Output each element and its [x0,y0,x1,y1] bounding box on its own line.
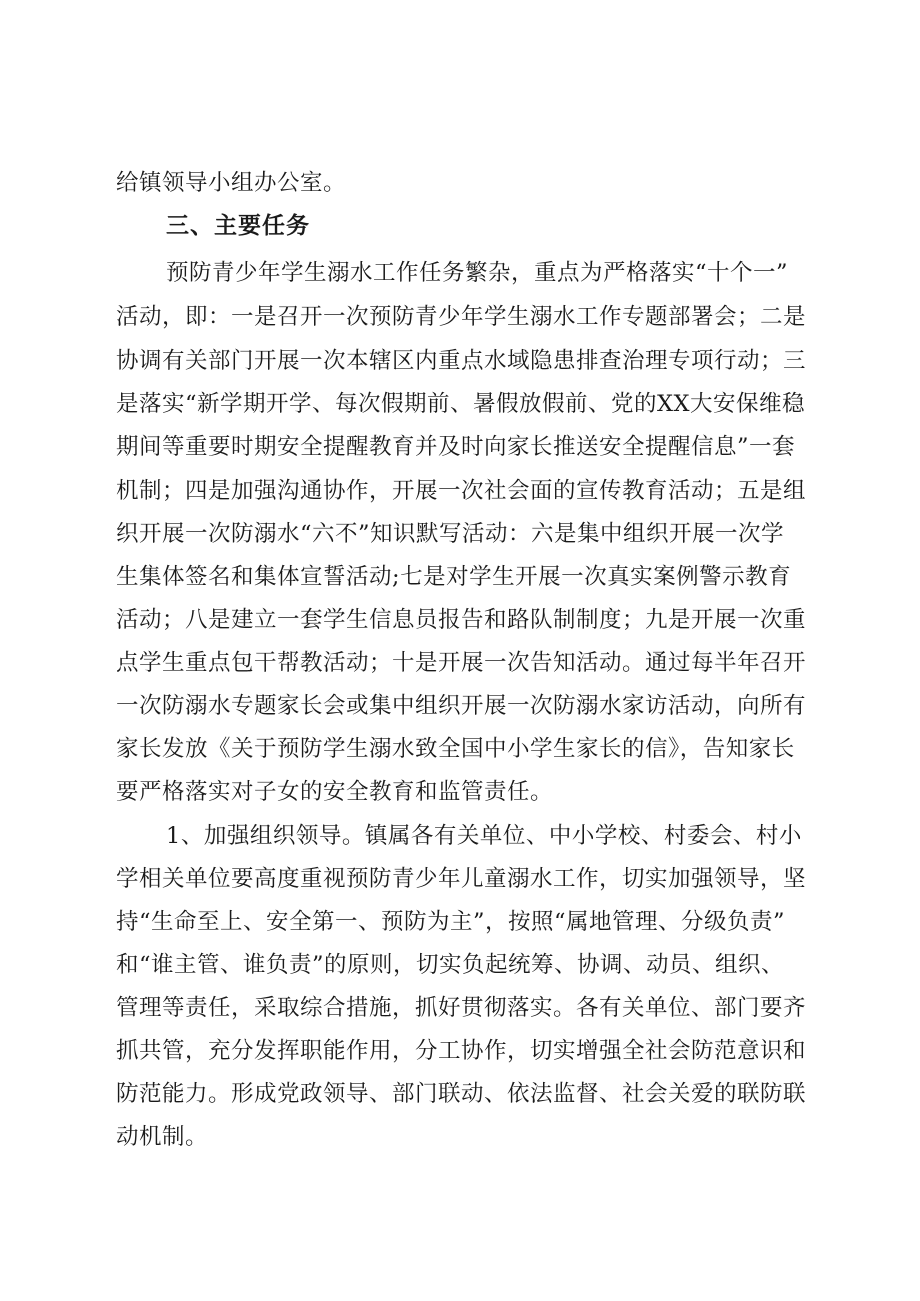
paragraph-line: 预防青少年学生溺水工作任务繁杂，重点为严格落实“十个一” [166,260,789,286]
paragraph-line: 织开展一次防溺水“六不”知识默写活动：六是集中组织开展一次学 [116,521,785,547]
paragraph-line: 管理等责任，采取综合措施，抓好贯彻落实。各有关单位、部门要齐 [116,995,807,1021]
paragraph-line: 和“谁主管、谁负责”的原则，切实负起统筹、协调、动员、组织、 [116,952,785,978]
section-heading: 三、主要任务 [166,213,310,239]
paragraph-line: 防范能力。形成党政领导、部门联动、依法监督、社会关爱的联防联 [116,1081,807,1107]
paragraph-line: 抓共管，充分发挥职能作用，分工协作，切实增强全社会防范意识和 [116,1038,807,1064]
paragraph-line: 持“生命至上、安全第一、预防为主”，按照“属地管理、分级负责” [116,909,786,935]
paragraph-line: 生集体签名和集体宣誓活动;七是对学生开展一次真实案例警示教育 [116,564,792,590]
paragraph-line: 要严格落实对子女的安全教育和监管责任。 [116,779,554,805]
paragraph-line: 活动，即：一是召开一次预防青少年学生溺水工作专题部署会；二是 [116,304,807,330]
paragraph-line: 1、加强组织领导。镇属各有关单位、中小学校、村委会、村小 [166,823,802,849]
paragraph-line: 家长发放《关于预防学生溺水致全国中小学生家长的信》，告知家长 [116,736,795,762]
paragraph-line: 协调有关部门开展一次本辖区内重点水域隐患排查治理专项行动；三 [116,348,807,374]
paragraph-line: 学相关单位要高度重视预防青少年儿童溺水工作，切实加强领导，坚 [116,866,807,892]
intro-line: 给镇领导小组办公室。 [116,170,347,196]
paragraph-line: 动机制。 [116,1124,209,1150]
paragraph-line: 一次防溺水专题家长会或集中组织开展一次防溺水家访活动，向所有 [116,693,807,719]
paragraph-line: 点学生重点包干帮教活动；十是开展一次告知活动。通过每半年召开 [116,650,807,676]
paragraph-line: 机制；四是加强沟通协作，开展一次社会面的宣传教育活动；五是组 [116,478,807,504]
paragraph-line: 活动；八是建立一套学生信息员报告和路队制制度；九是开展一次重 [116,607,807,633]
paragraph-line: 是落实“新学期开学、每次假期前、暑假放假前、党的XX大安保维稳 [116,391,806,417]
paragraph-line: 期间等重要时期安全提醒教育并及时向家长推送安全提醒信息”一套 [116,434,796,460]
